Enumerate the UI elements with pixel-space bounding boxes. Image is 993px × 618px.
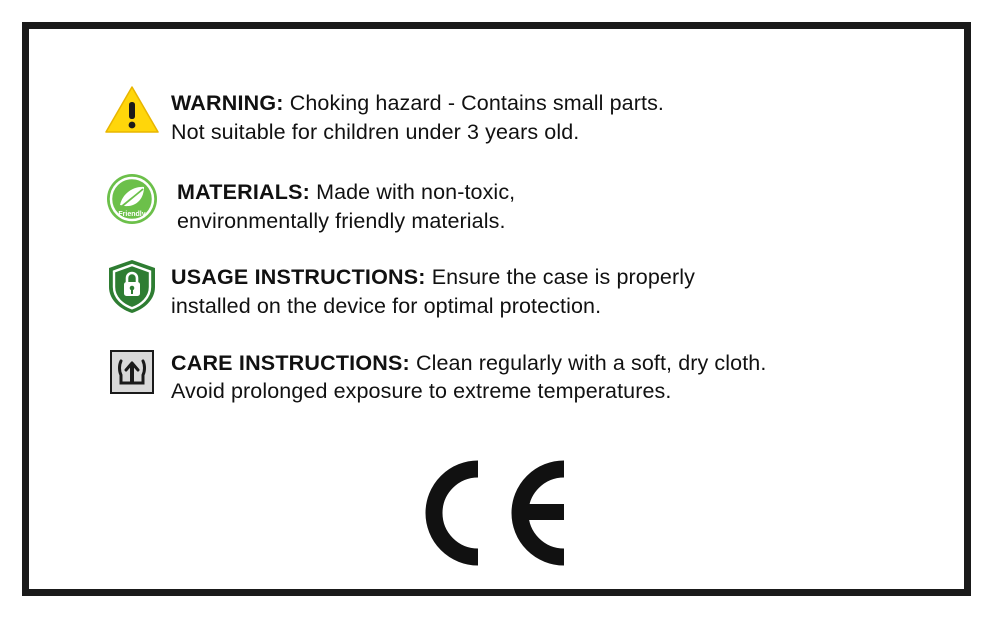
notice-body-materials-line1: Made with non-toxic, (316, 180, 516, 205)
shield-protection-icon (103, 257, 161, 315)
notice-heading-materials: MATERIALS: (177, 180, 310, 205)
notice-item-usage (103, 257, 934, 320)
notice-heading-warning: WARNING: (171, 91, 284, 115)
warning-triangle-icon (103, 81, 161, 139)
notice-body-care-line2: Avoid prolonged exposure to extreme temperatures. (171, 379, 672, 404)
notice-body-usage-line2: installed on the device for optimal protection. (171, 293, 602, 318)
notice-item-warning (103, 81, 934, 146)
ce-mark (29, 455, 964, 571)
ce-mark-icon (412, 455, 582, 571)
notice-body-materials-line2: environmentally friendly materials. (177, 208, 506, 233)
notice-text-usage (171, 257, 934, 320)
notice-item-care (103, 343, 934, 406)
eco-friendly-leaf-icon (103, 170, 161, 228)
notice-heading-care: CARE INSTRUCTIONS: (171, 350, 410, 375)
svg-text:Friendly: Friendly (118, 211, 146, 219)
handle-with-care-icon (103, 343, 161, 401)
notice-text-materials (171, 170, 934, 235)
notice-body-warning-line1: Choking hazard - Contains small parts. (289, 91, 664, 115)
notice-heading-usage: USAGE INSTRUCTIONS: (171, 265, 426, 290)
notice-body-usage-line1: Ensure the case is properly (431, 265, 695, 290)
notice-body-warning-line2: Not suitable for children under 3 years old. (171, 119, 580, 144)
notice-list (103, 81, 934, 406)
label-border-frame (22, 22, 971, 596)
notice-body-care-line1: Clean regularly with a soft, dry cloth. (415, 350, 767, 375)
notice-text-care (171, 343, 934, 406)
notice-text-warning (171, 81, 934, 146)
notice-item-materials (103, 170, 934, 235)
